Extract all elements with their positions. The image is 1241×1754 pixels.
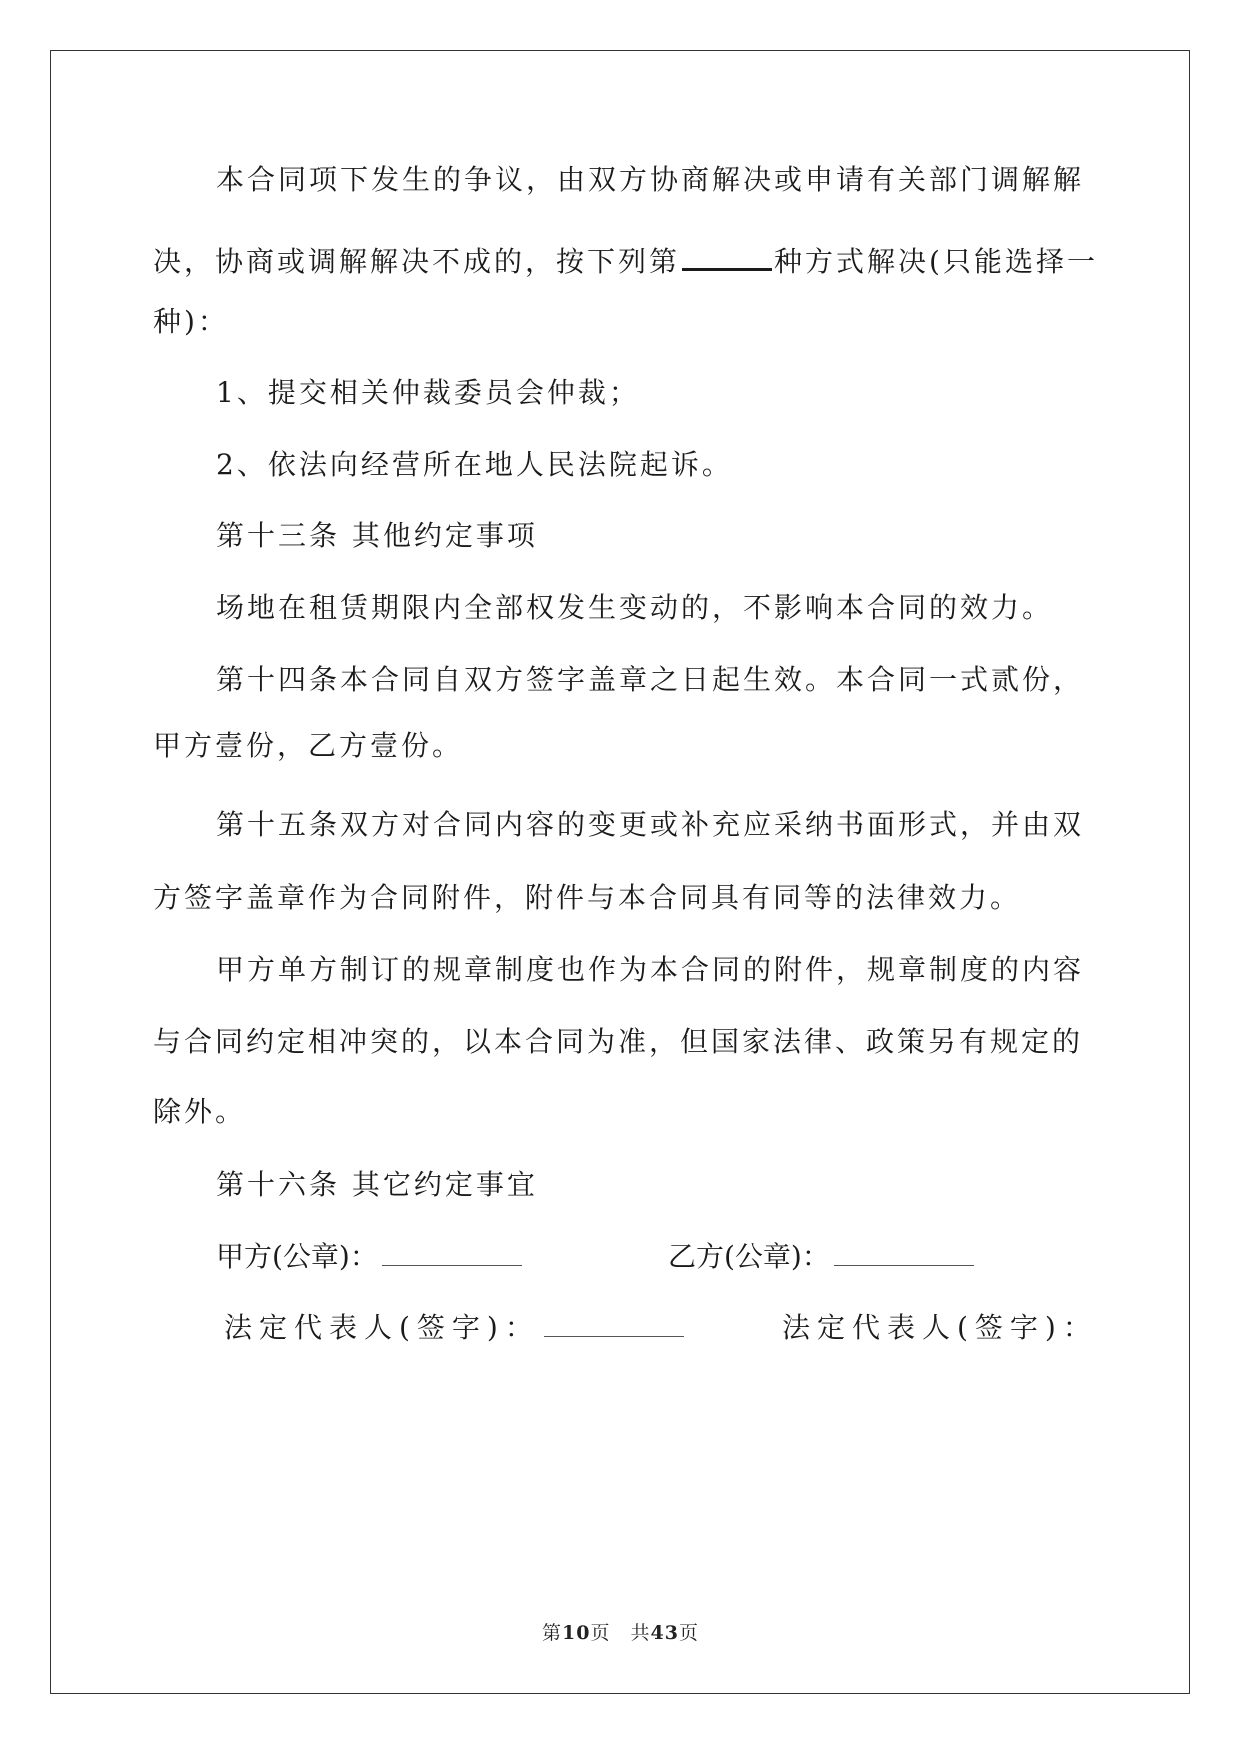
party-b-seal-row (668, 1237, 974, 1277)
paragraph-dispute-line-1: 本合同项下发生的争议，由双方协商解决或申请有关部门调解解 (216, 163, 1085, 196)
rules-line-2: 与合同约定相冲突的，以本合同为准，但国家法律、政策另有规定的 (153, 1025, 1084, 1058)
party-a-rep-field[interactable] (544, 1312, 684, 1337)
paragraph-dispute-line-2 (153, 242, 1098, 282)
dispute-line-2-start: 决，协商或调解解决不成的，按下列第 (153, 245, 681, 278)
party-a-rep-row (224, 1308, 684, 1348)
dispute-line-2-end: 种方式解决(只能选择一 (774, 245, 1098, 278)
article-15-line-2: 方签字盖章作为合同附件，附件与本合同具有同等的法律效力。 (153, 881, 1022, 914)
article-16-title: 第十六条 其它约定事宜 (216, 1168, 538, 1201)
party-a-rep-label: 法定代表人(签字)： (224, 1311, 540, 1344)
party-b-seal-label: 乙方(公章)： (668, 1240, 830, 1273)
page-border (50, 50, 1190, 1694)
current-page-number: 10 (562, 1622, 591, 1644)
footer-suffix: 页 (678, 1622, 699, 1644)
party-a-seal-label: 甲方(公章)： (216, 1240, 378, 1273)
paragraph-dispute-line-3: 种)： (153, 305, 229, 338)
option-arbitration: 1、提交相关仲裁委员会仲裁； (216, 376, 640, 409)
footer-prefix: 第 (542, 1622, 563, 1644)
option-litigation: 2、依法向经营所在地人民法院起诉。 (216, 448, 733, 481)
party-b-rep-row (782, 1308, 1098, 1348)
article-14-line-1: 第十四条本合同自双方签字盖章之日起生效。本合同一式贰份， (216, 663, 1085, 696)
article-15-line-1: 第十五条双方对合同内容的变更或补充应采纳书面形式，并由双 (216, 808, 1085, 841)
article-13-body: 场地在租赁期限内全部权发生变动的，不影响本合同的效力。 (216, 591, 1054, 624)
article-13-title: 第十三条 其他约定事项 (216, 519, 538, 552)
footer-mid: 页 共 (590, 1622, 651, 1644)
page-footer (0, 1618, 1241, 1645)
method-choice-blank[interactable] (682, 242, 772, 271)
party-a-seal-row (216, 1237, 522, 1277)
total-page-count: 43 (650, 1622, 679, 1644)
rules-line-3: 除外。 (153, 1095, 247, 1128)
article-14-line-2: 甲方壹份，乙方壹份。 (153, 729, 464, 762)
party-a-seal-field[interactable] (382, 1241, 522, 1266)
party-b-seal-field[interactable] (834, 1241, 974, 1266)
rules-line-1: 甲方单方制订的规章制度也作为本合同的附件，规章制度的内容 (216, 953, 1085, 986)
party-b-rep-label: 法定代表人(签字)： (782, 1311, 1098, 1344)
